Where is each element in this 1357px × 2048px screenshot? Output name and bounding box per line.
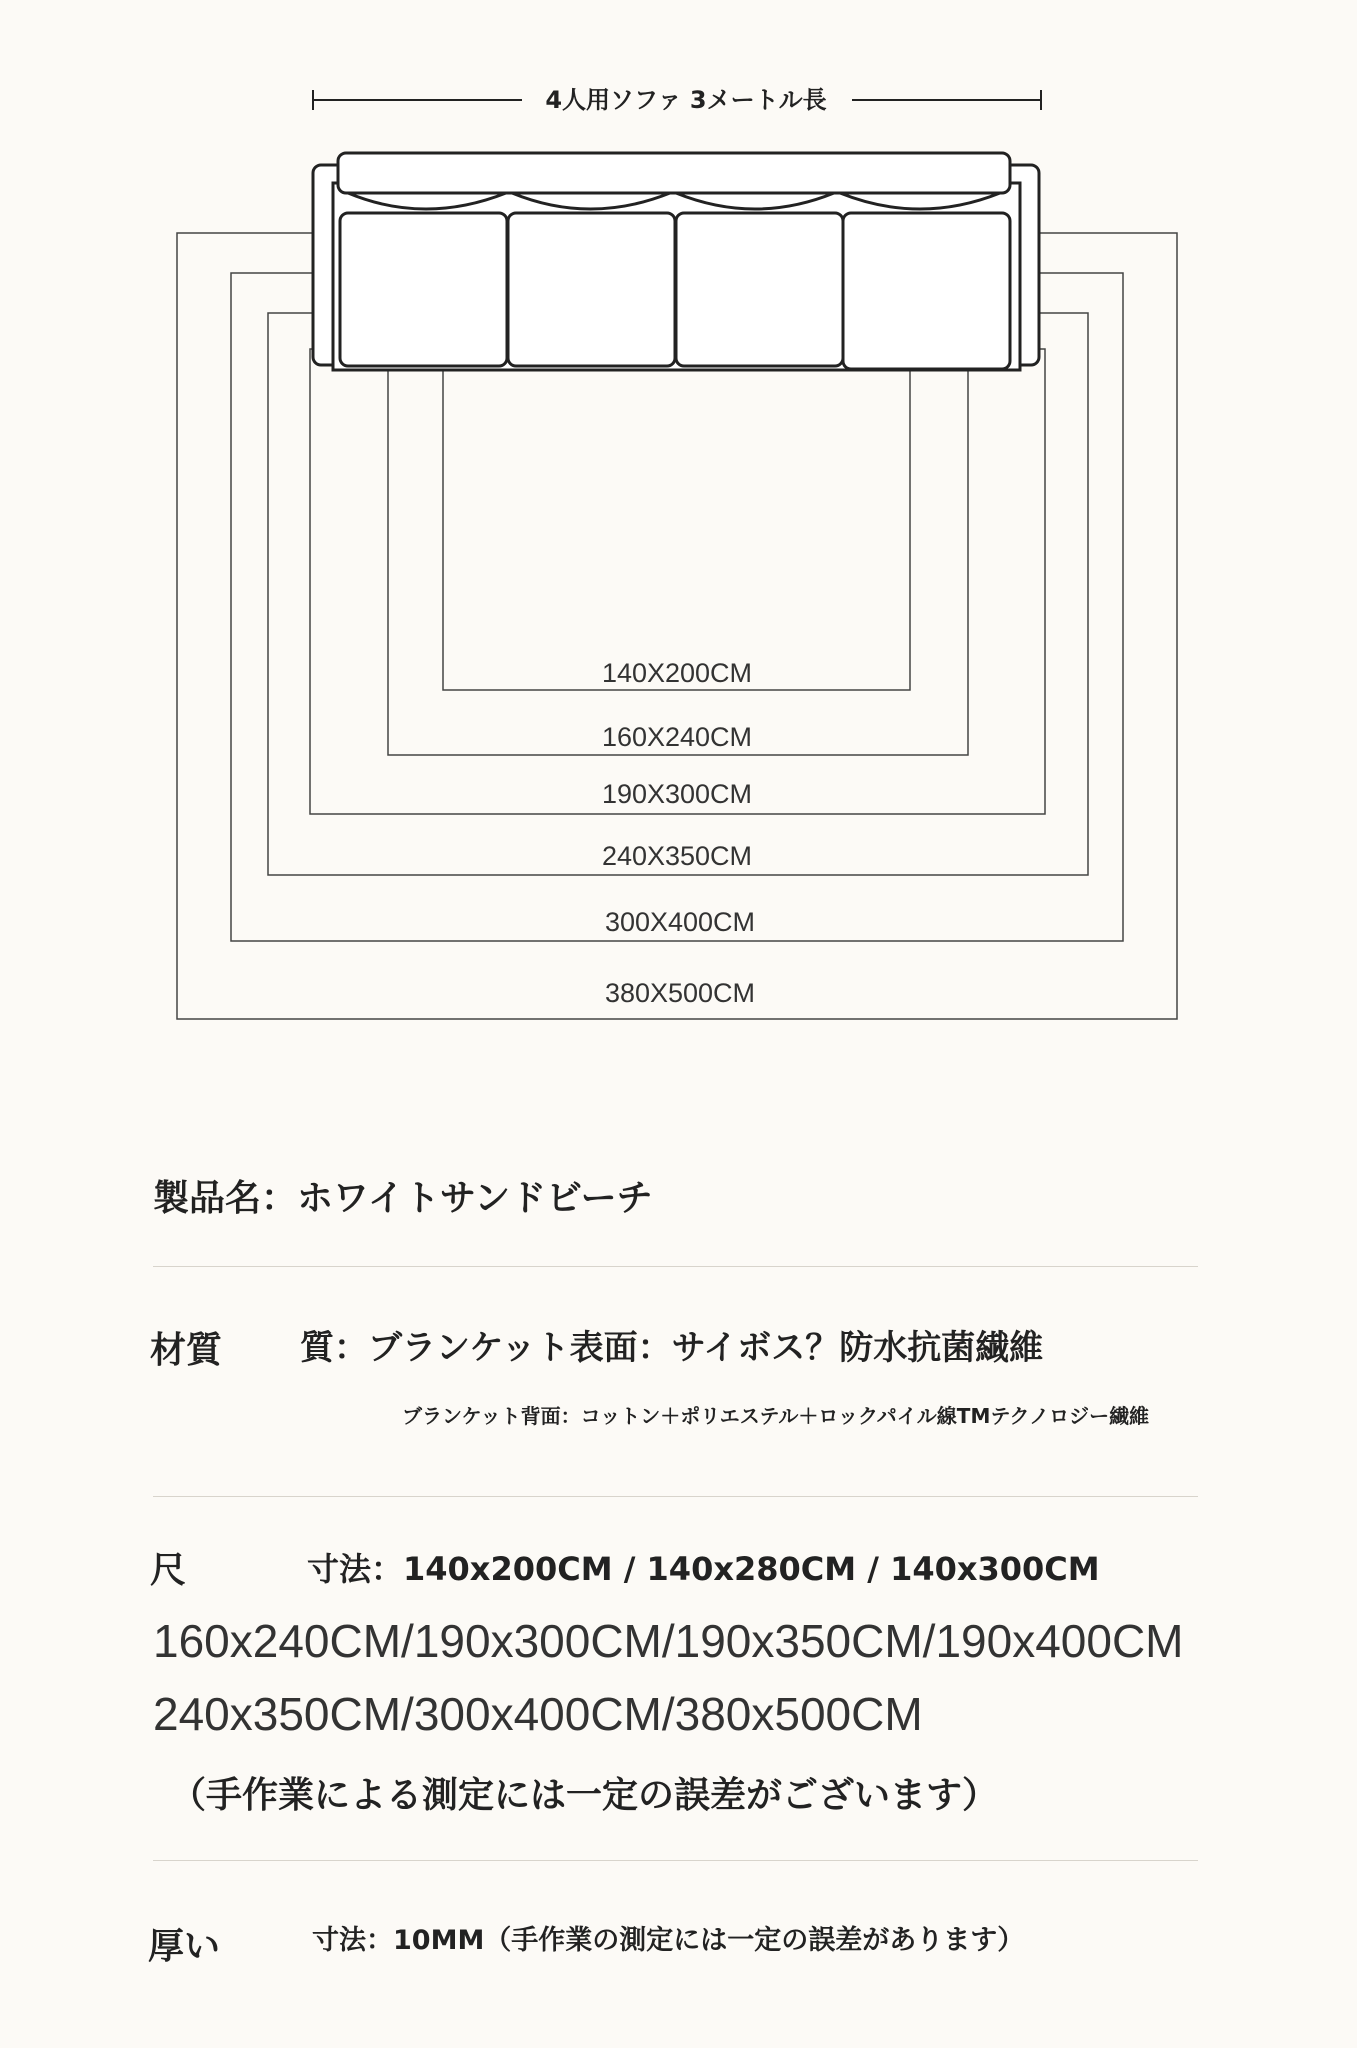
divider (153, 1266, 1198, 1267)
divider (153, 1860, 1198, 1861)
sofa (313, 153, 1039, 370)
sofa-dimension (313, 86, 1041, 114)
size-line2: 160x240CM/190x300CM/190x350CM/190x400CM (153, 1615, 1184, 1667)
rug-label-190x300: 190X300CM (601, 779, 753, 809)
sofa-backrest (338, 153, 1010, 193)
product-name: 製品名：ホワイトサンドビーチ (153, 1178, 653, 1219)
rug-label-380x500: 380X500CM (604, 978, 756, 1008)
seat-cushion (843, 213, 1010, 369)
rug-label-240x350: 240X350CM (601, 841, 753, 871)
sofa-dimension-label: 4人用ソファ 3メートル長 (545, 86, 827, 114)
seat-cushion (508, 213, 675, 366)
rug-label-300x400: 300X400CM (604, 907, 756, 937)
size-note: （手作業による測定には一定の誤差がございます） (170, 1775, 999, 1816)
material-heading: 材質 (150, 1330, 223, 1371)
material-line2: ブランケット背面：コットン＋ポリエステル＋ロックパイル線TMテクノロジー繊維 (402, 1404, 1150, 1428)
rug-label-140x200: 140X200CM (601, 658, 753, 688)
size-line1: 寸法：140x200CM / 140x280CM / 140x300CM (307, 1550, 1100, 1588)
divider (153, 1496, 1198, 1497)
rug-outline-140x200 (443, 360, 910, 690)
seat-cushion (676, 213, 843, 366)
thickness-line: 寸法：10MM（手作業の測定には一定の誤差があります） (312, 1925, 1025, 1956)
thickness-heading: 厚い (148, 1926, 221, 1967)
size-heading: 尺 (150, 1550, 187, 1591)
rug-outline-160x240 (388, 357, 968, 755)
material-line1: 質：ブランケット表面：サイボス？防水抗菌繊維 (300, 1328, 1044, 1368)
seat-cushion (340, 213, 507, 366)
size-line3: 240x350CM/300x400CM/380x500CM (153, 1688, 923, 1740)
rug-label-160x240: 160X240CM (601, 722, 753, 752)
